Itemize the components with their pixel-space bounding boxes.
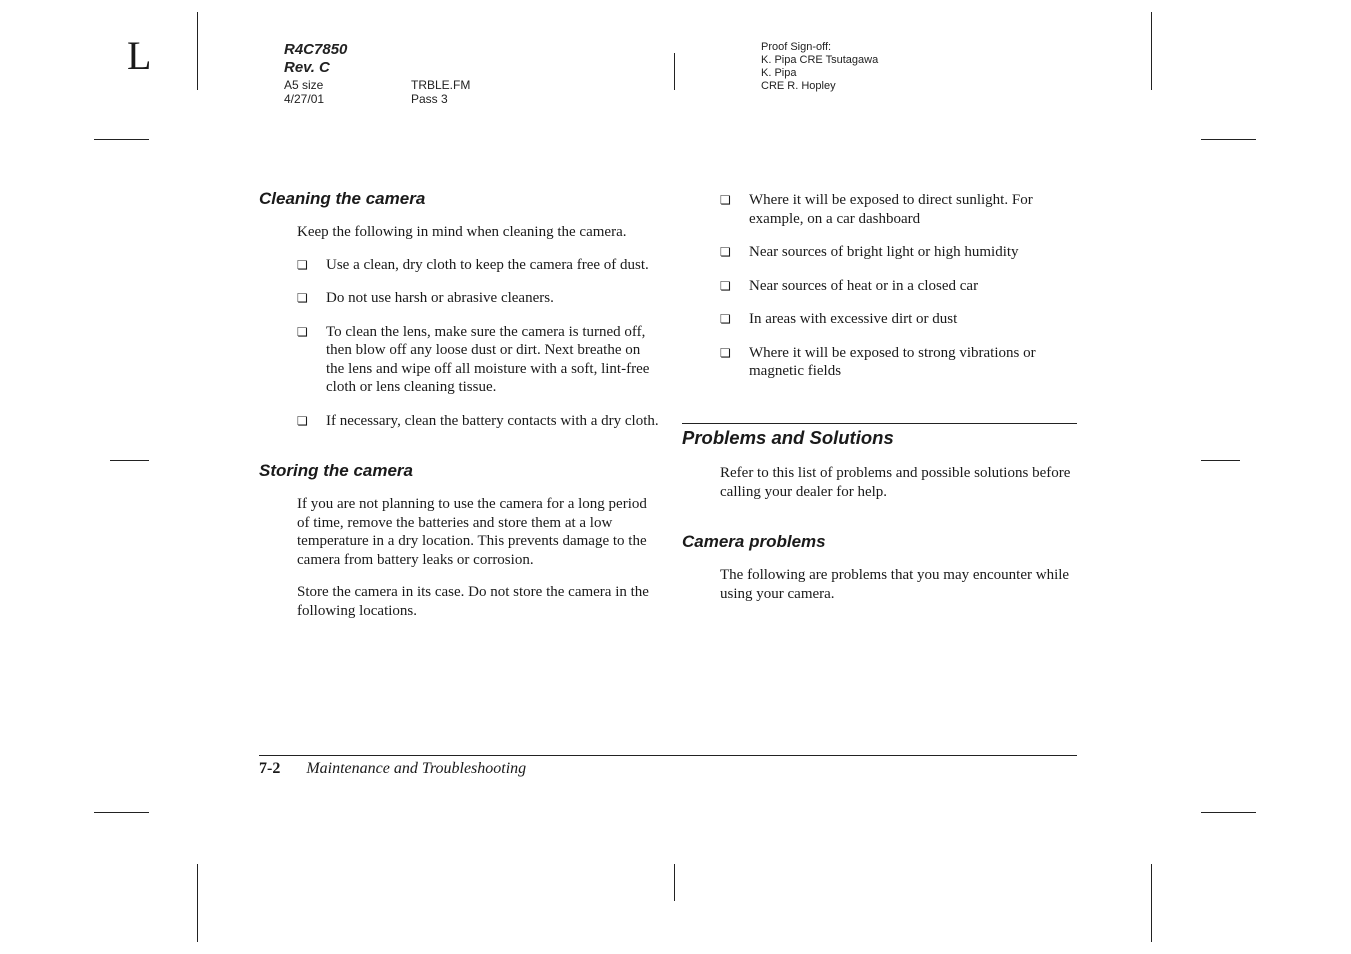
storage-locations-list — [720, 191, 1077, 381]
print-date: 4/27/01 — [284, 92, 325, 106]
list-item: ❏ In areas with excessive dirt or dust — [720, 311, 958, 327]
corner-letter: L — [127, 33, 152, 78]
list-item: ❏ Where it will be exposed to strong vibrations or magnetic fields — [720, 344, 1036, 379]
checkbox-bullet-icon: ❏ — [720, 312, 731, 326]
page-number: 7-2 — [259, 760, 281, 777]
list-item: ❏ Near sources of bright light or high humidity — [720, 244, 1019, 260]
list-item: ❏ To clean the lens, make sure the camera is turned off, then blow off any loose dust or dirt. Next breathe on the lens and wipe off all moisture with a soft, lint-free cloth or lens cleaning tissue. — [297, 323, 650, 395]
proof-signoff — [761, 41, 878, 93]
checkbox-bullet-icon: ❏ — [297, 324, 308, 339]
proof-line: CRE R. Hopley — [761, 80, 836, 92]
section-heading-storing: Storing the camera — [259, 461, 413, 480]
proof-line: Proof Sign-off: — [761, 41, 832, 53]
section-heading-cleaning: Cleaning the camera — [259, 189, 426, 208]
proof-line: K. Pipa CRE Tsutagawa — [761, 54, 879, 66]
page-footer — [259, 759, 526, 779]
section-heading-camera-problems: Camera problems — [682, 532, 826, 551]
crop-mark — [110, 460, 149, 461]
cleaning-bullet-list — [297, 256, 659, 431]
crop-mark — [1201, 139, 1256, 140]
cleaning-intro: Keep the following in mind when cleaning the camera. — [297, 224, 627, 240]
crop-mark — [94, 812, 149, 813]
crop-mark — [197, 12, 198, 90]
checkbox-bullet-icon: ❏ — [297, 257, 308, 272]
model-number: R4C7850 — [284, 41, 348, 58]
crop-mark — [1201, 812, 1256, 813]
camera-problems-intro: The following are problems that you may encounter while using your camera. — [720, 567, 1070, 602]
chapter-title: Maintenance and Troubleshooting — [306, 760, 527, 777]
crop-mark — [1151, 864, 1152, 942]
checkbox-bullet-icon: ❏ — [720, 193, 731, 207]
list-item: ❏ Do not use harsh or abrasive cleaners. — [297, 290, 554, 306]
checkbox-bullet-icon: ❏ — [297, 413, 308, 428]
list-item: ❏ Use a clean, dry cloth to keep the camera free of dust. — [297, 256, 649, 273]
left-column — [259, 189, 659, 620]
crop-mark — [1201, 460, 1240, 461]
footer-rule — [259, 755, 1077, 756]
problems-intro: Refer to this list of problems and possible solutions before calling your dealer for help. — [720, 465, 1071, 500]
crop-mark — [94, 139, 149, 140]
file-name: TRBLE.FM — [411, 78, 471, 92]
checkbox-bullet-icon: ❏ — [720, 345, 731, 360]
list-item: ❏ If necessary, clean the battery contacts with a dry cloth. — [297, 412, 659, 429]
crop-mark — [674, 53, 675, 90]
storing-paragraph: If you are not planning to use the camera for a long period of time, remove the batteries and store them at a low temperature in a dry location. This prevents damage to the camera from battery leaks or corrosion. — [297, 496, 647, 568]
storing-paragraph: Store the camera in its case. Do not store the camera in the following locations. — [297, 584, 649, 619]
checkbox-bullet-icon: ❏ — [720, 245, 731, 259]
checkbox-bullet-icon: ❏ — [720, 278, 731, 293]
right-column — [682, 191, 1077, 381]
proof-line: K. Pipa — [761, 67, 797, 79]
crop-mark — [197, 864, 198, 942]
list-item: ❏ Near sources of heat or in a closed car — [720, 277, 979, 294]
page-size: A5 size — [284, 78, 324, 92]
revision: Rev. C — [284, 59, 330, 76]
list-item: ❏ Where it will be exposed to direct sunlight. For example, on a car dashboard — [720, 192, 1033, 227]
section-heading-problems: Problems and Solutions — [682, 427, 894, 448]
section-rule — [682, 423, 1077, 424]
crop-mark — [1151, 12, 1152, 90]
checkbox-bullet-icon: ❏ — [297, 291, 308, 305]
crop-mark — [674, 864, 675, 901]
pass-number: Pass 3 — [411, 92, 448, 106]
problems-section — [682, 427, 1077, 603]
